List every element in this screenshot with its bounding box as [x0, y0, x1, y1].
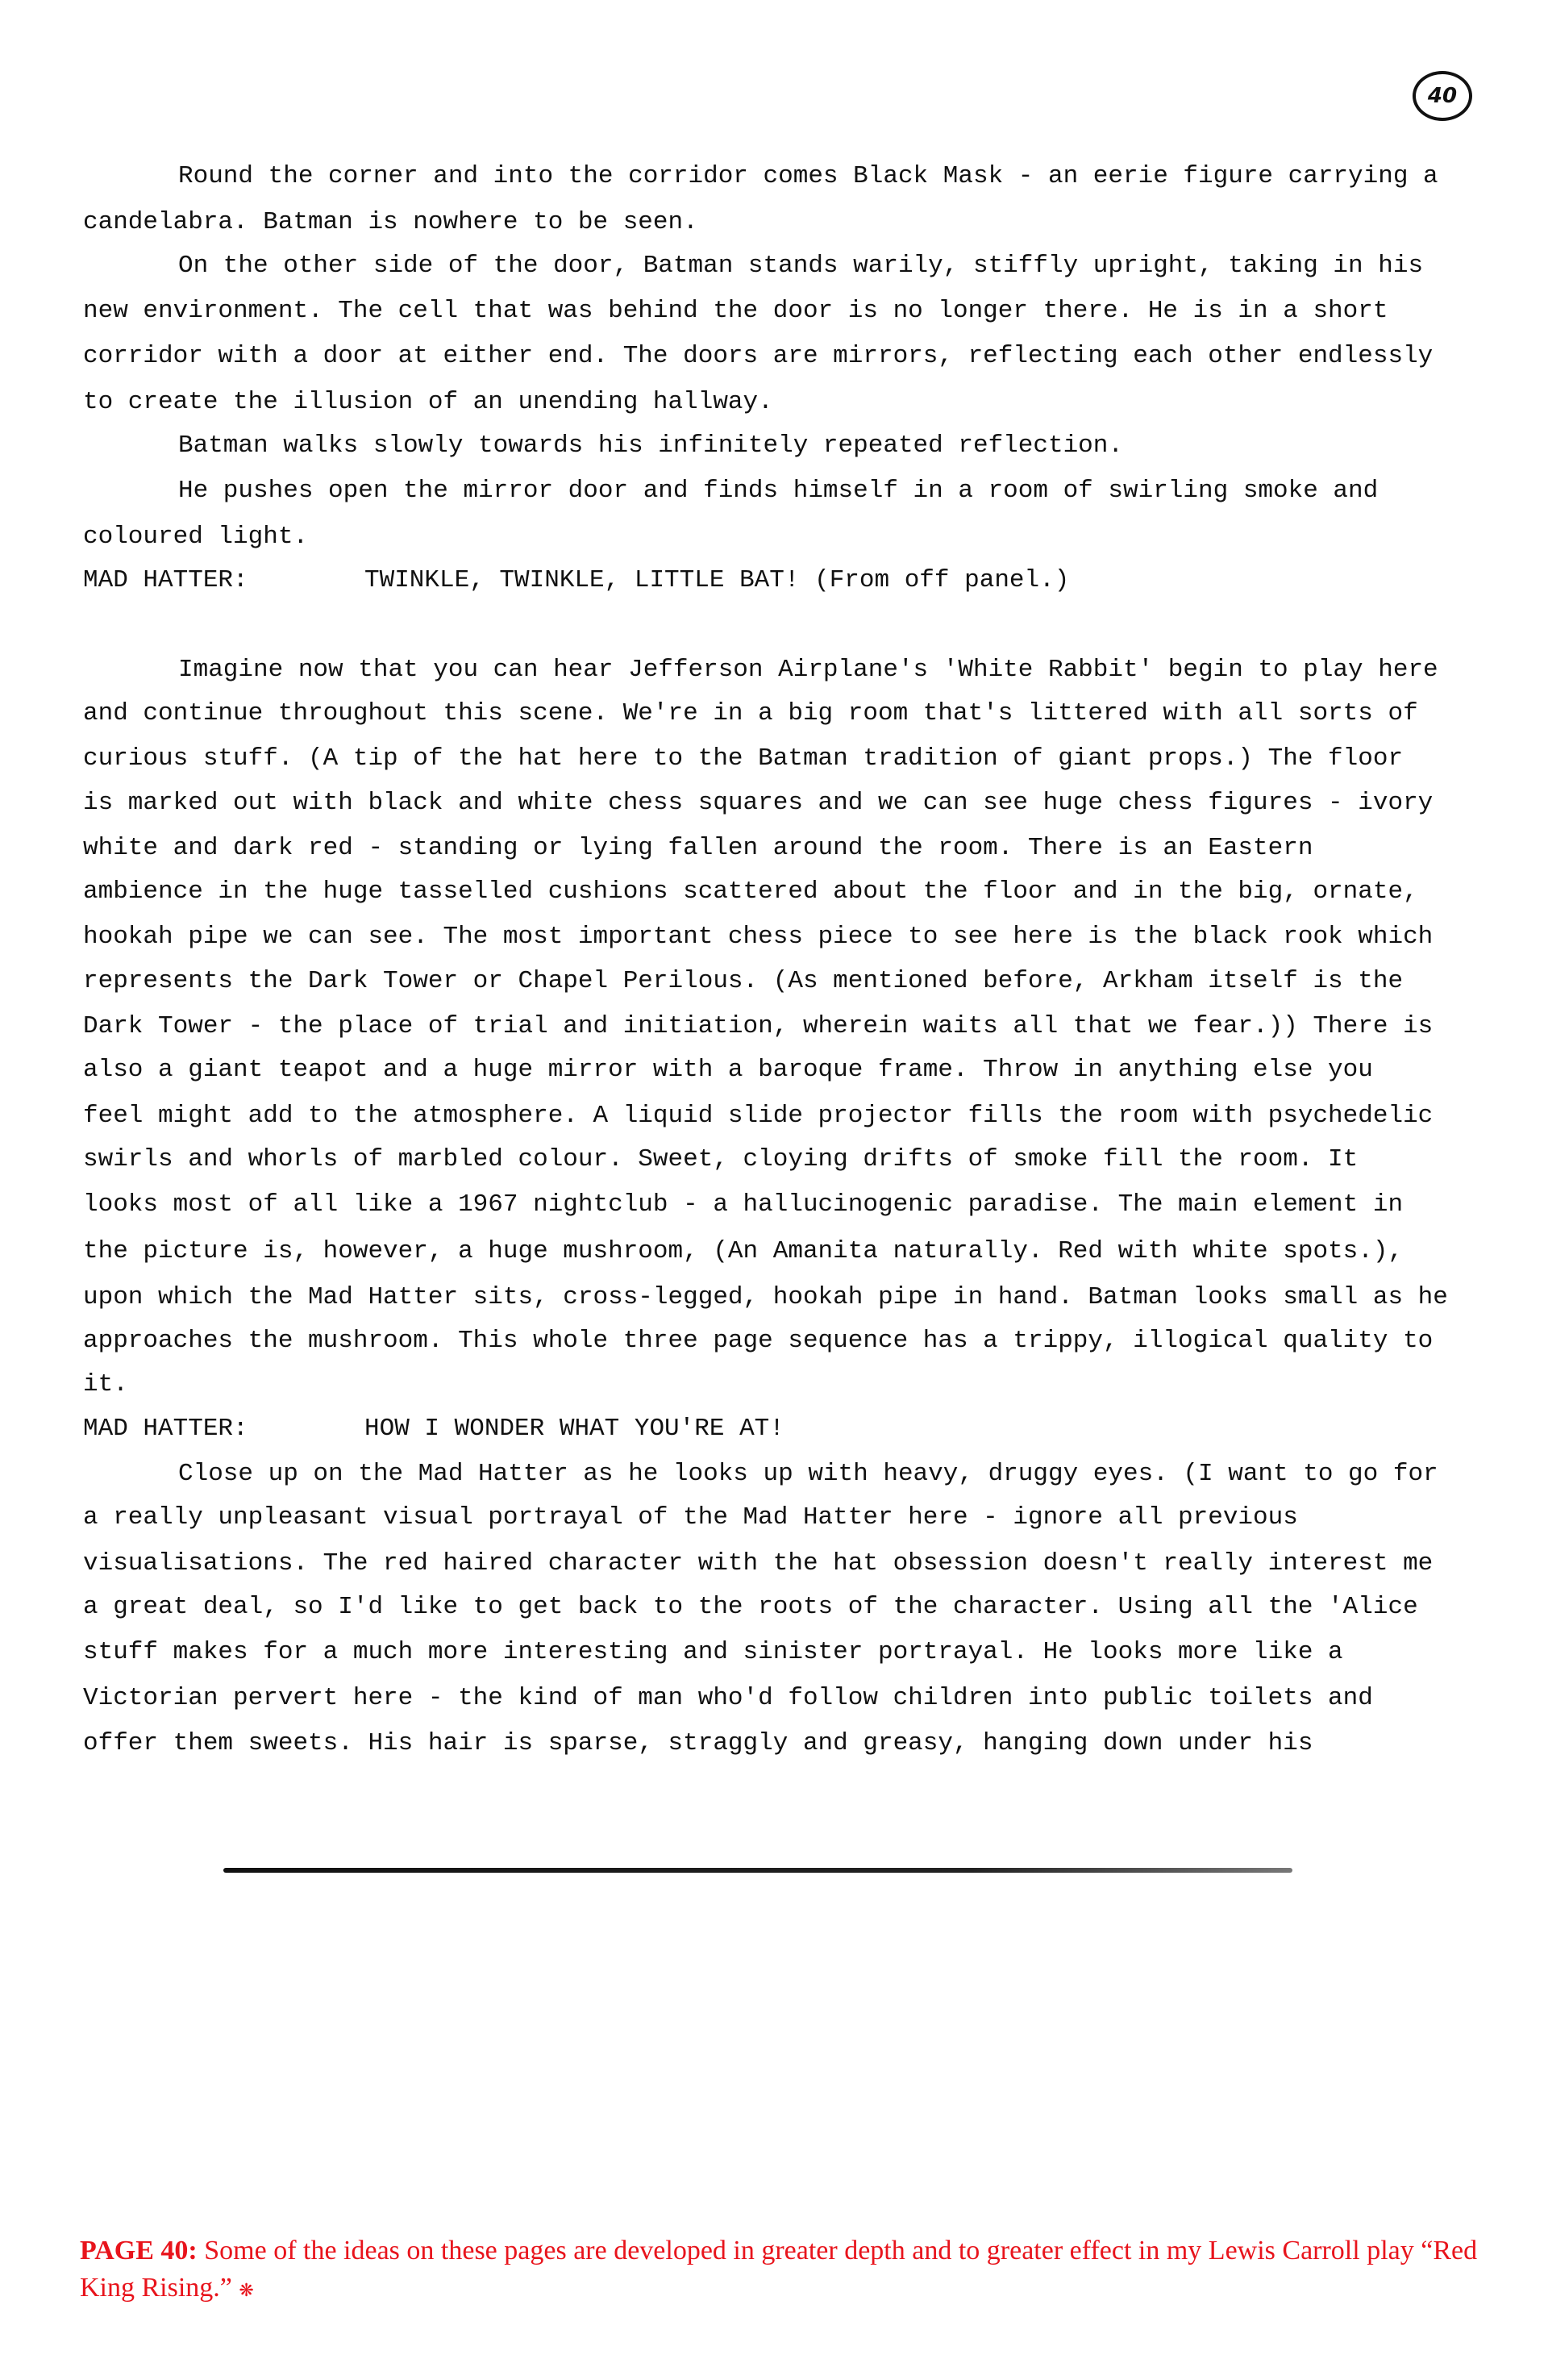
end-mark-icon: ❋ [239, 2280, 254, 2300]
script-line: looks most of all like a 1967 nightclub - a hallucinogenic paradise. The main element in [83, 1190, 1404, 1219]
script-line: new environment. The cell that was behind the door is no longer there. He is in a short [83, 297, 1388, 326]
footnote-label: PAGE 40: [80, 2236, 198, 2265]
script-line: Imagine now that you can hear Jefferson Airplane's 'White Rabbit' begin to play here [178, 655, 1438, 684]
script-line: approaches the mushroom. This whole three page sequence has a trippy, illogical quality to [83, 1327, 1434, 1355]
script-line: represents the Dark Tower or Chapel Perilous. (As mentioned before, Arkham itself is the [83, 966, 1404, 995]
script-line: Dark Tower - the place of trial and initiation, wherein waits all that we fear.)) There is [83, 1012, 1434, 1040]
footnote-text: Some of the ideas on these pages are developed in greater depth and to greater effect in my Lewis Carroll play “Red King Rising.” [80, 2236, 1478, 2303]
script-line: and continue throughout this scene. We're in a big room that's littered with all sorts of [83, 698, 1418, 727]
script-line: offer them sweets. His hair is sparse, straggly and greasy, hanging down under his [83, 1728, 1313, 1757]
script-line: Batman walks slowly towards his infinitely repeated reflection. [178, 431, 1123, 460]
script-line: a really unpleasant visual portrayal of the Mad Hatter here - ignore all previous [83, 1503, 1298, 1532]
script-line: feel might add to the atmosphere. A liquid slide projector fills the room with psychedelic [83, 1101, 1434, 1130]
script-line: curious stuff. (A tip of the hat here to the Batman tradition of giant props.) The floor [83, 744, 1404, 773]
script-line: stuff makes for a much more interesting and sinister portrayal. He looks more like a [83, 1638, 1343, 1667]
script-line: visualisations. The red haired character with the hat obsession doesn't really interest me [83, 1548, 1434, 1578]
script-line: He pushes open the mirror door and finds himself in a room of swirling smoke and [178, 477, 1379, 506]
speaker-label: MAD HATTER: [83, 565, 248, 594]
script-line: Round the corner and into the corridor comes Black Mask - an eerie figure carrying a [178, 162, 1438, 191]
script-line: is marked out with black and white chess squares and we can see huge chess figures - ivory [83, 788, 1434, 817]
script-line: Close up on the Mad Hatter as he looks up with heavy, druggy eyes. (I want to go for [178, 1460, 1438, 1488]
script-line: candelabra. Batman is nowhere to be seen. [83, 207, 698, 236]
script-line: it. [83, 1370, 128, 1399]
script-line: Victorian pervert here - the kind of man who'd follow children into public toilets and [83, 1683, 1373, 1712]
script-line: to create the illusion of an unending hallway. [83, 387, 773, 416]
speaker-label: MAD HATTER: [83, 1414, 248, 1443]
script-line: also a giant teapot and a huge mirror with a baroque frame. Throw in anything else you [83, 1056, 1373, 1085]
script-line: On the other side of the door, Batman stands warily, stiffly upright, taking in his [178, 251, 1424, 280]
script-line: ambience in the huge tasselled cushions scattered about the floor and in the big, ornate, [83, 877, 1418, 907]
script-line: swirls and whorls of marbled colour. Sweet, cloying drifts of smoke fill the room. It [83, 1145, 1359, 1173]
script-line: coloured light. [83, 522, 309, 551]
script-line: hookah pipe we can see. The most important chess piece to see here is the black rook which [83, 923, 1434, 952]
script-line: a great deal, so I'd like to get back to the roots of the character. Using all the 'Alice [83, 1593, 1418, 1621]
footnote [80, 2232, 1483, 2309]
script-line: HOW I WONDER WHAT YOU'RE AT! [364, 1414, 784, 1443]
end-rule-divider [223, 1868, 1292, 1873]
script-line: upon which the Mad Hatter sits, cross-legged, hookah pipe in hand. Batman looks small as he [83, 1282, 1448, 1311]
script-line: TWINKLE, TWINKLE, LITTLE BAT! (From off panel.) [364, 565, 1070, 594]
script-line: corridor with a door at either end. The doors are mirrors, reflecting each other endlessly [83, 342, 1434, 371]
script-line: the picture is, however, a huge mushroom, (An Amanita naturally. Red with white spots.), [83, 1237, 1404, 1266]
script-line: white and dark red - standing or lying fallen around the room. There is an Eastern [83, 833, 1313, 862]
page-number: 40 [1413, 71, 1472, 121]
